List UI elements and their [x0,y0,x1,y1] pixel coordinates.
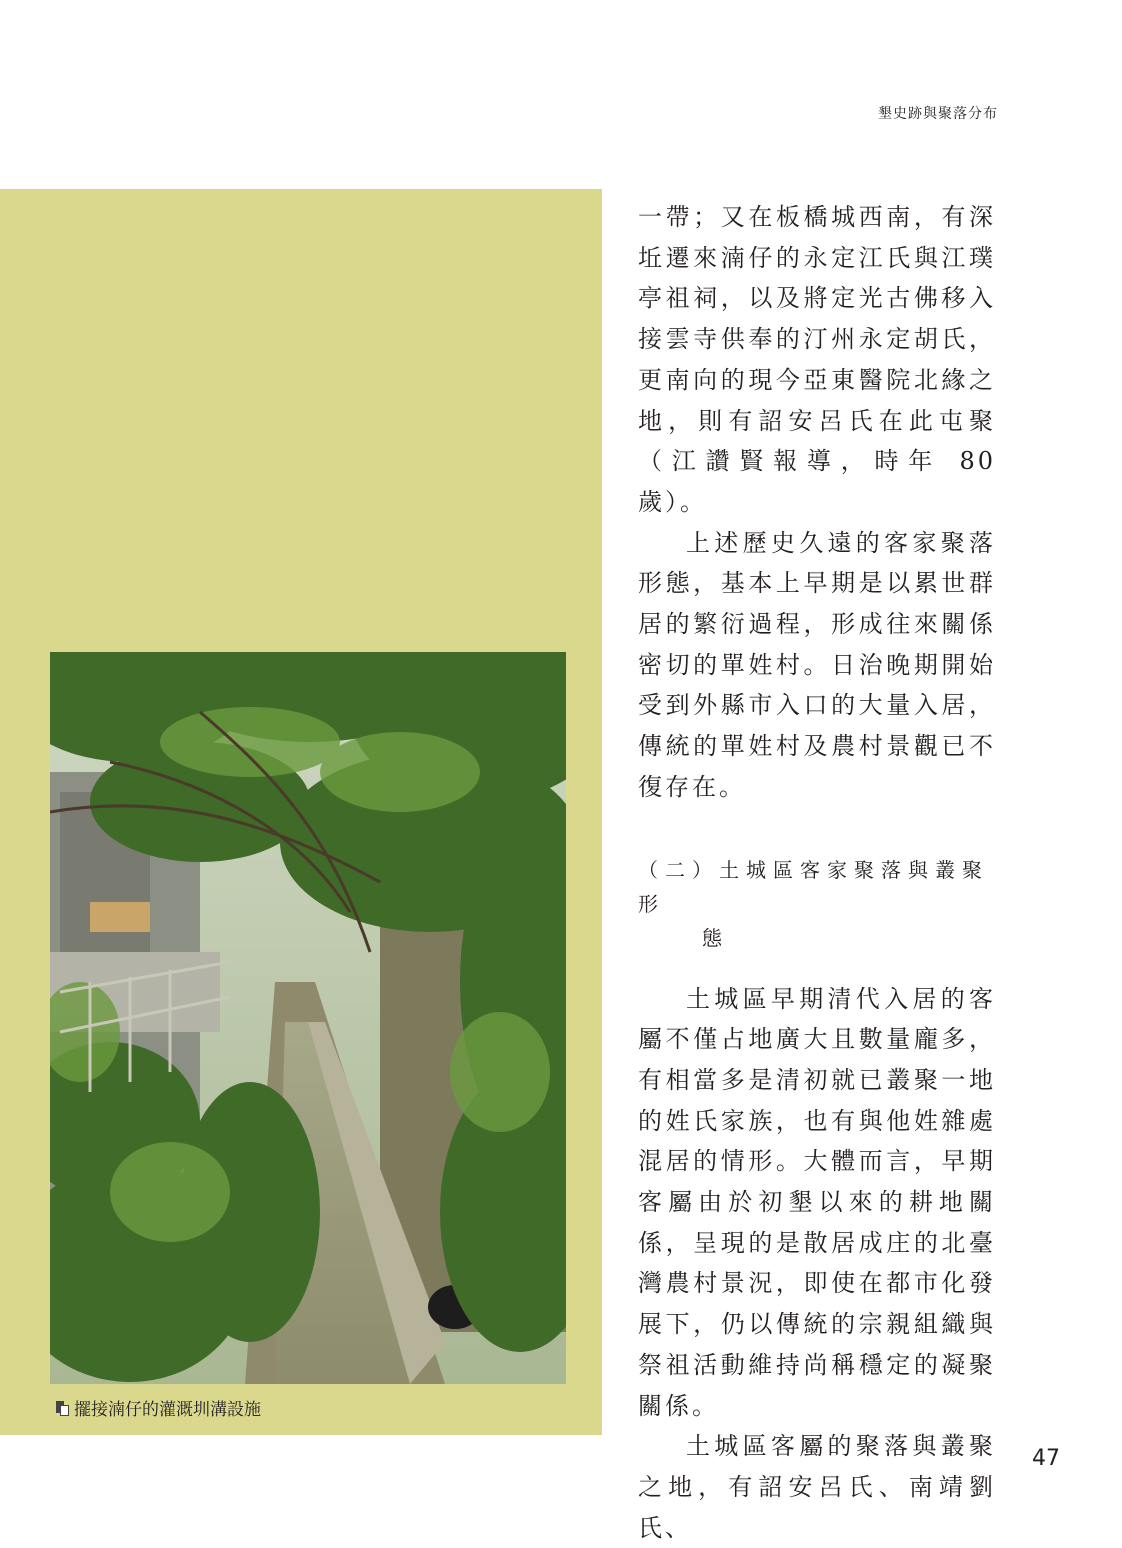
page-number: 47 [1032,1446,1060,1471]
body-text-column [638,197,996,1548]
caption-marker-icon [56,1401,68,1415]
body-paragraph: 土城區客屬的聚落與叢聚之地，有詔安呂氏、南靖劉氏、 [638,1432,996,1542]
body-paragraph: 一帶；又在板橋城西南，有深坵遷來湳仔的永定江氏與江璞亭祖祠，以及將定光古佛移入接雲寺供奉的汀州永定胡氏，更南向的現今亞東醫院北緣之地，則有詔安呂氏在此屯聚（江讚賢報導，時年 80 歲）。 [638,203,996,516]
section-heading [638,853,996,955]
canal-photo [50,652,566,1384]
section-heading-line: 態 [702,925,729,950]
photo-caption-text: 擺接湳仔的灌溉圳溝設施 [74,1400,261,1420]
photo-caption [56,1395,261,1420]
running-header: 墾史跡與聚落分布 [878,106,998,122]
body-paragraph: 上述歷史久遠的客家聚落形態，基本上早期是以累世群居的繁衍過程，形成往來關係密切的單姓村。日治晚期開始受到外縣市入口的大量入居，傳統的單姓村及農村景觀已不復存在。 [638,528,996,801]
section-heading-line: （二）土城區客家聚落與叢聚形 [638,857,989,916]
body-paragraph: 土城區早期清代入居的客屬不僅占地廣大且數量龐多，有相當多是清初就已叢聚一地的姓氏家族，也有與他姓雜處混居的情形。大體而言，早期客屬由於初墾以來的耕地關係，呈現的是散居成庄的北臺灣農村景況，即使在都市化發展下，仍以傳統的宗親組織與祭祖活動維持尚稱穩定的凝聚關係。 [638,984,996,1420]
